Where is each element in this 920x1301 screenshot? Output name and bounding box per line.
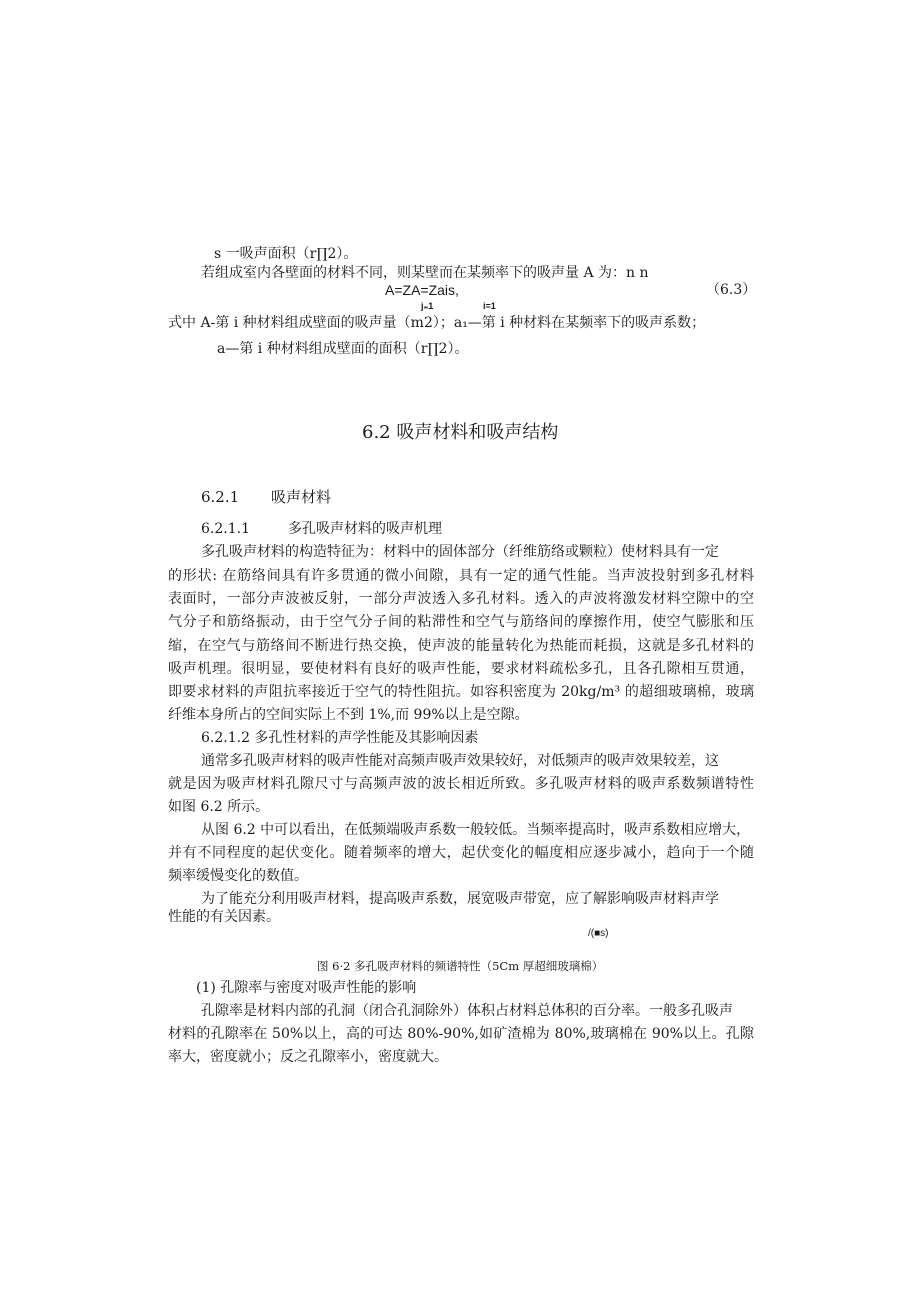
subsection-number: 6.2.1	[201, 488, 240, 506]
figure-axis-fragment: /(■s)	[588, 928, 609, 939]
paragraph-2-line: 通常多孔吸声材料的吸声性能对高频声吸声效果较好，对低频声的吸声效果较差，这	[201, 753, 719, 769]
paragraph-3-line: 从图 6.2 中可以看出，在低频端吸声系数一般较低。当频率提高时，吸声系数相应增大，	[201, 822, 751, 838]
paragraph-2-line: 如图 6.2 所示。	[168, 799, 270, 815]
paragraph-1-line: 即要求材料的声阻抗率接近于空气的特性阻抗。如容积密度为 20kg∕m³ 的超细玻璃棉，玻璃	[168, 684, 754, 700]
paragraph-4-line: 性能的有关因素。	[168, 909, 280, 925]
formula-subscript-j: j₌1	[421, 301, 434, 311]
line-variable-A: 式中 A-第 i 种材料组成壁面的吸声量（m2）；a₁—第 i 种材料在某频率下的吸声系数；	[168, 315, 706, 331]
formula-subscript-i: i=1	[483, 301, 496, 311]
paragraph-1-line: 的形状: 在筋络间具有许多贯通的微小间隙，具有一定的通气性能。当声波投射到多孔材料	[168, 568, 754, 584]
paragraph-1-line: 表面时，一部分声波被反射，一部分声波透入多孔材料。透入的声波将激发材料空隙中的空	[168, 591, 754, 607]
paragraph-5-line: 率大，密度就小；反之孔隙率小，密度就大。	[168, 1049, 448, 1065]
paragraph-2-line: 就是因为吸声材料孔隙尺寸与高频声波的波长相近所致。多孔吸声材料的吸声系数频谱特性	[168, 776, 754, 792]
paragraph-4-line: 为了能充分利用吸声材料，提高吸声系数，展宽吸声带宽，应了解影响吸声材料声学	[201, 891, 719, 907]
paragraph-1-line: 气分子和筋络振动，由于空气分子间的粘滞性和空气与筋络间的摩擦作用，使空气膨胀和压	[168, 614, 754, 630]
line-variable-a: a—第 i 种材料组成壁面的面积（r∏2）。	[217, 341, 469, 357]
section-title: 6.2 吸声材料和吸声结构	[362, 422, 559, 443]
paragraph-5-line: 孔隙率是材料内部的孔洞（闭合孔洞除外）体积占材料总体积的百分率。一般多孔吸声	[201, 1003, 733, 1019]
subsubsection-2-title: 6.2.1.2 多孔性材料的声学性能及其影响因素	[201, 730, 479, 746]
paragraph-1-line: 多孔吸声材料的构造特征为：材料中的固体部分（纤维筋络或颗粒）使材料具有一定	[201, 544, 719, 560]
item-1-title: (1) 孔隙率与密度对吸声性能的影响	[196, 980, 417, 996]
line-area-definition: s 一吸声面积（r∏2）。	[214, 246, 358, 262]
paragraph-3-line: 频率缓慢变化的数值。	[168, 868, 308, 884]
paragraph-1-line: 吸声机理。很明显，要使材料有良好的吸声性能，要求材料疏松多孔，且各孔隙相互贯通，	[168, 661, 754, 677]
figure-caption: 图 6·2 多孔吸声材料的频谱特性（5Cm 厚超细玻璃棉）	[317, 959, 604, 973]
paragraph-1-line: 纤维本身所占的空间实际上不到 1%,而 99%以上是空隙。	[168, 707, 529, 723]
paragraph-5-line: 材料的孔隙率在 50%以上，高的可达 80%-90%,如矿渣棉为 80%,玻璃棉在 90%以上。孔隙	[168, 1026, 754, 1042]
paragraph-1-line: 缩，在空气与筋络间不断进行热交换，使声波的能量转化为热能而耗损，这就是多孔材料的	[168, 638, 754, 654]
subsubsection-number: 6.2.1.1	[201, 521, 250, 537]
subsubsection-title: 多孔吸声材料的吸声机理	[288, 521, 442, 537]
equation-number: （6.3）	[706, 282, 757, 298]
subsection-title: 吸声材料	[271, 488, 332, 506]
paragraph-3-line: 并有不同程度的起伏变化。随着频率的增大，起伏变化的幅度相应逐步减小，趋向于一个随	[168, 845, 754, 861]
line-absorption-intro: 若组成室内各壁面的材料不同，则某壁而在某频率下的吸声量 A 为：n n	[201, 265, 649, 281]
formula-6-3: A=ZA=Zais,	[385, 282, 459, 298]
